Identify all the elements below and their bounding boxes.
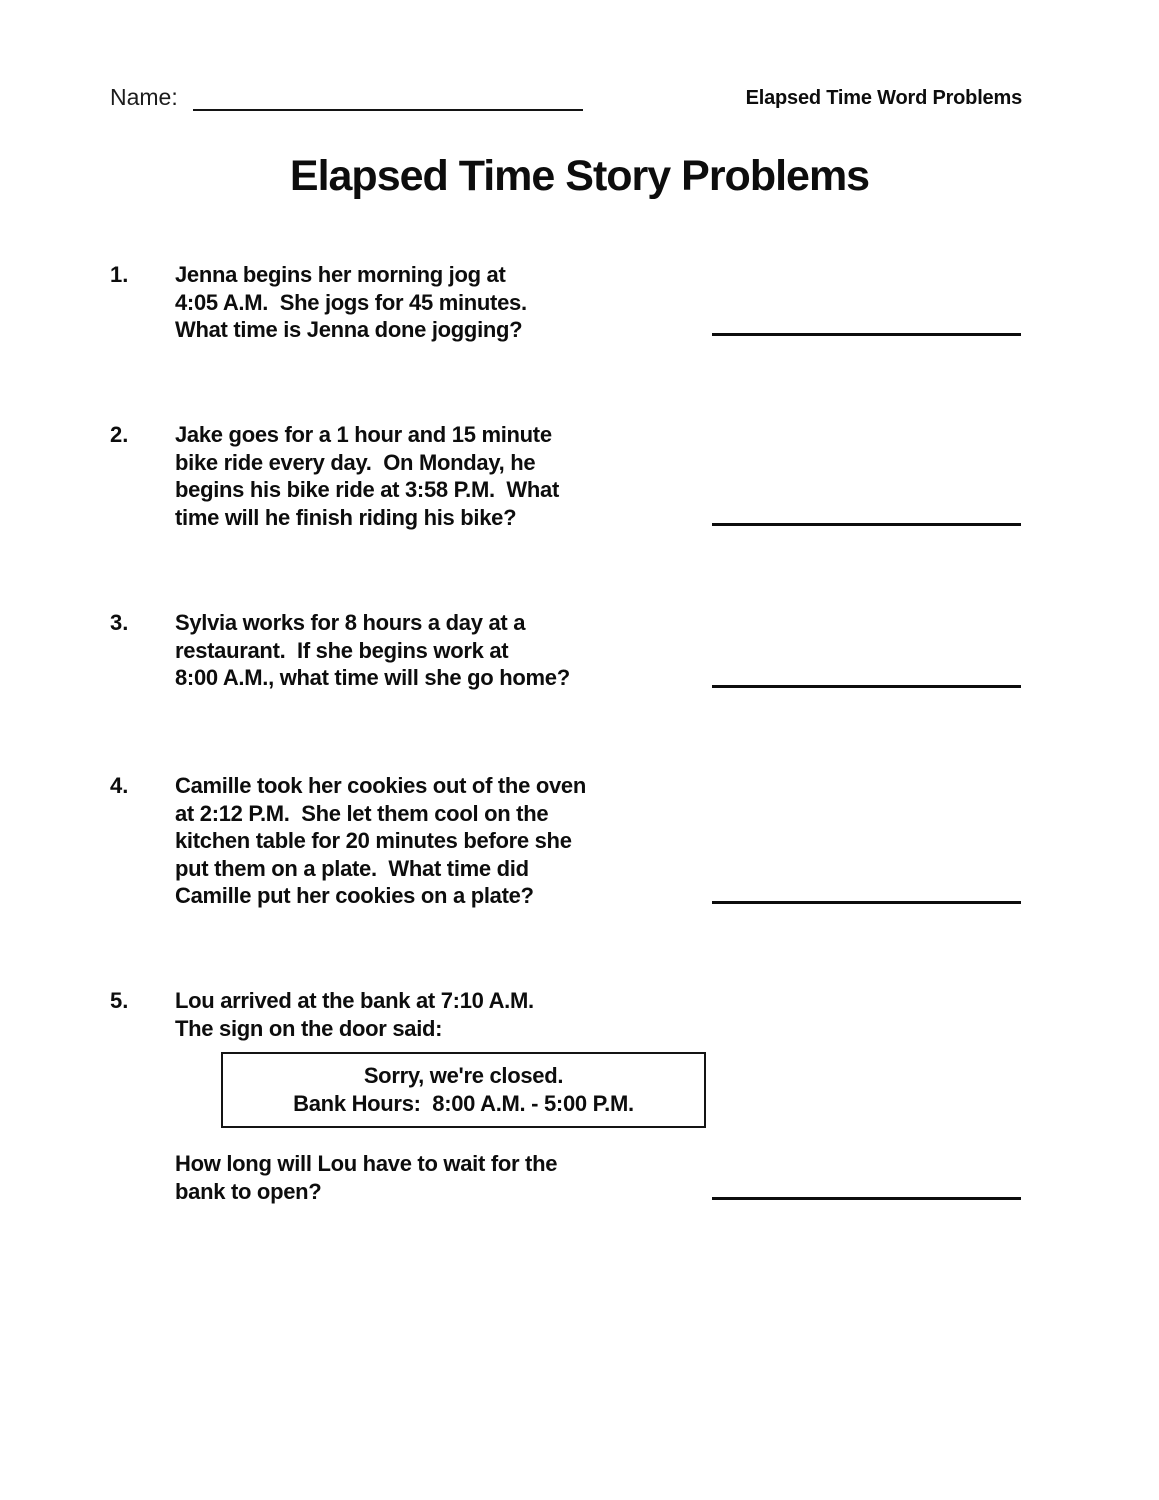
problem-text-line: Jenna begins her morning jog at [175,262,506,287]
answer-blank-4[interactable] [712,901,1021,904]
bank-sign-line-1: Sorry, we're closed. [363,1063,564,1088]
problem-text-line: at 2:12 P.M. She let them cool on the [175,800,549,826]
problem-3-text [175,609,735,692]
problem-text-line: bike ride every day. On Monday, he [175,449,536,475]
problem-text-line: What time is Jenna done jogging? [175,317,523,342]
problem-5-text [175,987,735,1042]
problem-text-line: kitchen table for 20 minutes before she [175,828,572,853]
problem-text-line: Camille put her cookies on a plate? [175,883,534,908]
problem-text-line: Sylvia works for 8 hours a day at a [175,610,526,635]
problem-text-line: Lou arrived at the bank at 7:10 A.M. [175,988,534,1013]
problem-text-line: begins his bike ride at 3:58 P.M. What [175,477,559,502]
problem-text-line: The sign on the door said: [175,1015,443,1041]
problem-text-line: put them on a plate. What time did [175,855,529,881]
problem-text-line: How long will Lou have to wait for the [175,1151,558,1176]
problem-2-number: 2. [110,422,129,447]
problem-text-line: time will he finish riding his bike? [175,504,517,530]
problem-text-line: 4:05 A.M. She jogs for 45 minutes. [175,289,527,315]
page-title: Elapsed Time Story Problems [289,152,870,200]
problem-1-text [175,261,735,344]
bank-sign-line-2: Bank Hours: 8:00 A.M. - 5:00 P.M. [293,1091,634,1116]
problem-4-text [175,772,735,910]
problem-2-text [175,421,735,531]
name-label: Name: [110,84,178,110]
problem-text-line: Camille took her cookies out of the oven [175,773,586,798]
problem-5-number: 5. [110,988,129,1013]
worksheet-corner-title: Elapsed Time Word Problems [745,87,1022,109]
bank-sign-box [221,1052,706,1128]
problem-3-number: 3. [110,610,129,635]
answer-blank-3[interactable] [712,685,1021,688]
problem-4-number: 4. [110,773,129,798]
answer-blank-5[interactable] [712,1197,1021,1200]
problem-text-line: Jake goes for a 1 hour and 15 minute [175,422,552,447]
problem-1-number: 1. [110,262,129,287]
problem-text-line: restaurant. If she begins work at [175,637,509,663]
answer-blank-1[interactable] [712,333,1021,336]
problem-text-line: bank to open? [175,1178,322,1204]
problem-5-question [175,1150,557,1205]
problem-text-line: 8:00 A.M., what time will she go home? [175,665,570,690]
answer-blank-2[interactable] [712,523,1021,526]
name-blank-line[interactable] [193,109,583,111]
